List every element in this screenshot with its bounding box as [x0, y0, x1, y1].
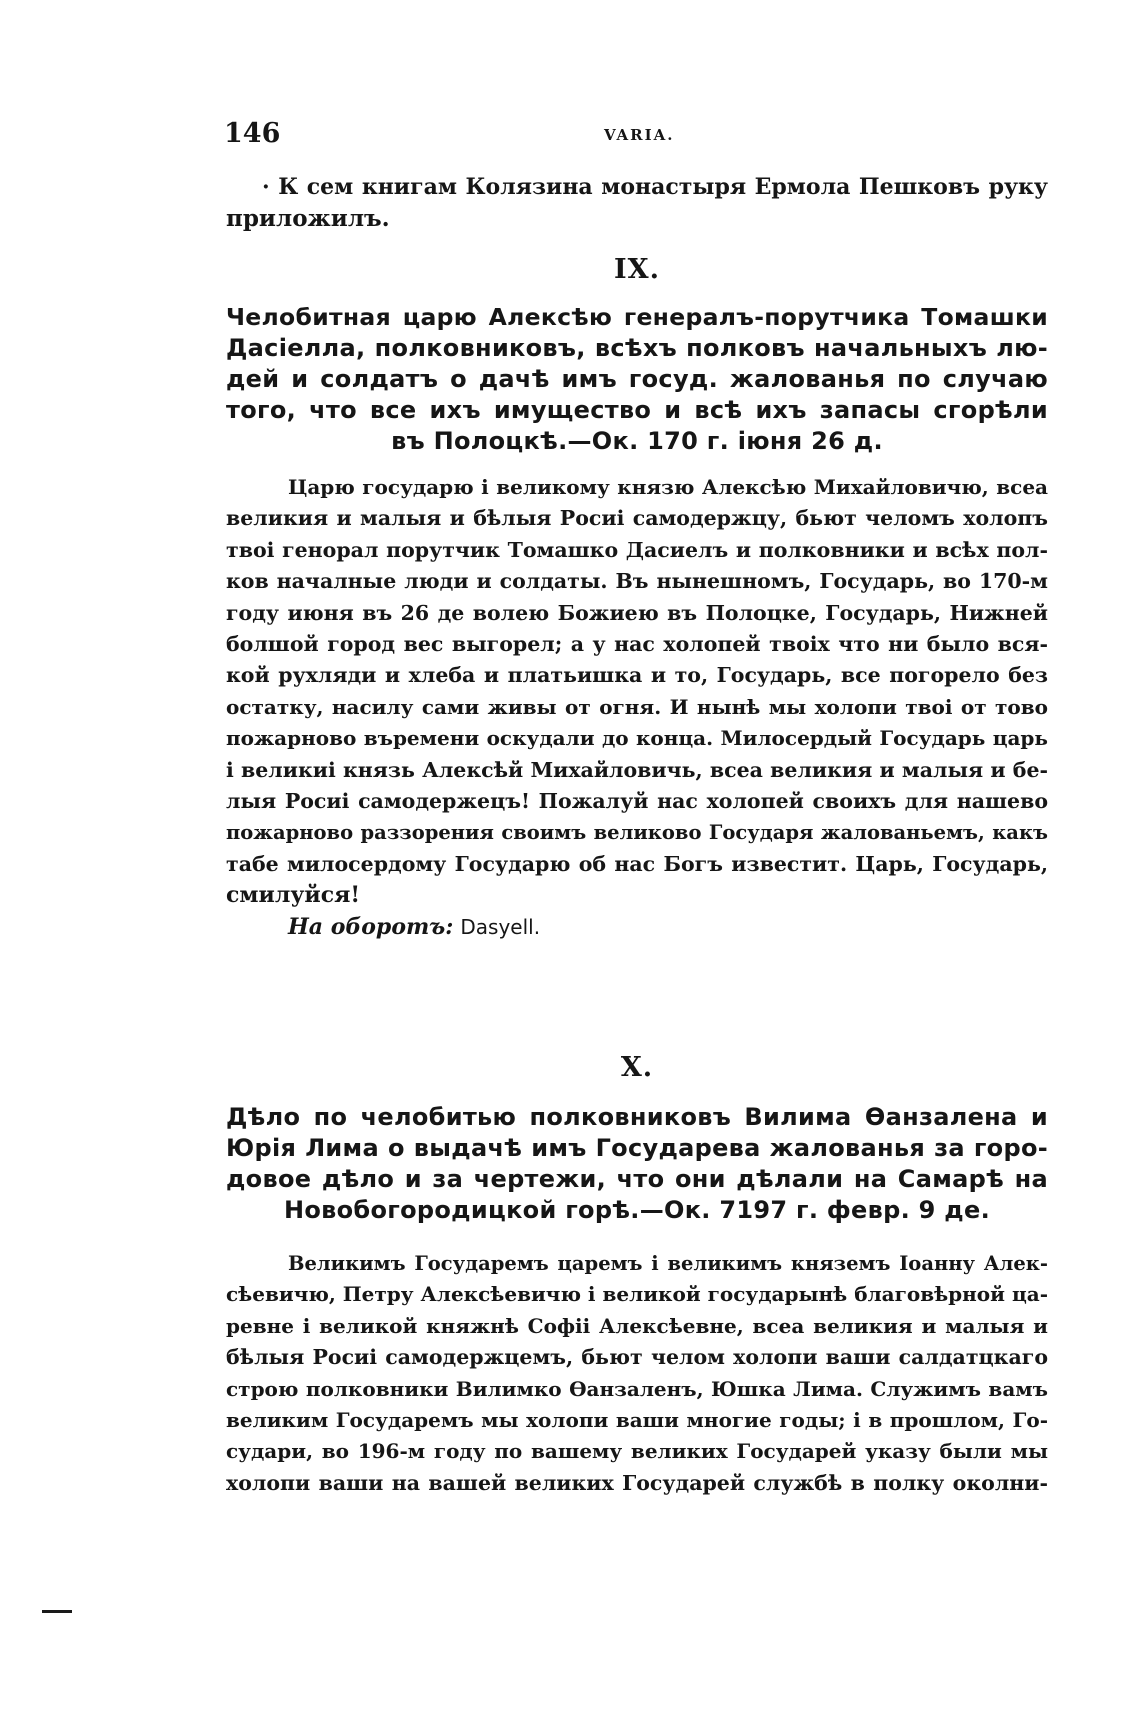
- body-line: бѣлыя Росиі самодержцемъ, бьют челом холопи ваши салдатцкаго: [226, 1345, 1048, 1370]
- heading-line: того, что все ихъ имущество и всѣ ихъ запасы сгорѣли: [226, 396, 1048, 424]
- body-line: строю полковники Вилимко Ѳанзаленъ, Юшка Лима. Служимъ вамъ: [226, 1376, 1048, 1401]
- heading-line: Новобогородицкой горѣ.—Ок. 7197 г. февр. 9 де.: [283, 1196, 990, 1224]
- body-line: судари, во 196-м году по вашему великих Государей указу были мы: [226, 1439, 1048, 1464]
- body-line: остатку, насилу сами живы от огня. И нынѣ мы холопи твоі от тово: [226, 694, 1048, 719]
- heading-line: Юрія Лима о выдачѣ имъ Государева жалованья за горо-: [226, 1134, 1048, 1162]
- running-title: VARIA.: [604, 126, 675, 144]
- heading-line: въ Полоцкѣ.—Ок. 170 г. іюня 26 д.: [391, 427, 883, 455]
- body-line: табе милосердому Государю об нас Богъ известит. Царь, Государь,: [226, 851, 1048, 876]
- intro-line: · К сем книгам Колязина монастыря Ермола Пешковъ руку: [262, 174, 1048, 200]
- endorsement-note: [226, 912, 1048, 943]
- heading-line: довое дѣло и за чертежи, что они дѣлали на Самарѣ на: [226, 1165, 1048, 1193]
- section-x-heading: [226, 1102, 1048, 1226]
- endorsement-value: Dasyell.: [460, 914, 541, 939]
- section-ix-body: [226, 472, 1048, 943]
- body-line: болшой город вес выгорел; а у нас холопей твоіх что ни было вся-: [226, 632, 1048, 657]
- body-line: году июня въ 26 де волею Божиею въ Полоцке, Государь, Нижней: [226, 600, 1048, 625]
- margin-mark: [42, 1610, 72, 1613]
- heading-line: Дѣло по челобитью полковниковъ Вилима Ѳанзалена и: [226, 1103, 1048, 1131]
- body-line: кой рухляди и хлеба и платьишка и то, Государь, все погорело без: [226, 663, 1048, 688]
- body-line: Царю государю і великому князю Алексѣю Михайловичю, всеа: [288, 475, 1048, 499]
- body-line: великим Государемъ мы холопи ваши многие годы; і в прошлом, Го-: [226, 1408, 1048, 1433]
- section-x-number: X.: [620, 1052, 654, 1083]
- running-head: [224, 118, 1048, 158]
- body-line: твоі генорал порутчик Томашко Дасиелъ и полковники и всѣх пол-: [226, 537, 1048, 562]
- body-line: холопи ваши на вашей великих Государей службѣ в полку околни-: [226, 1470, 1048, 1495]
- intro-line: приложилъ.: [226, 205, 390, 232]
- endorsement-label: На оборотъ:: [288, 913, 454, 940]
- body-line: Великимъ Государемъ царемъ і великимъ княземъ Іоанну Алек-: [288, 1252, 1048, 1275]
- body-line: смилуйся!: [226, 882, 361, 909]
- body-line: великия и малыя и бѣлыя Росиі самодержцу, бьют челомъ холопъ: [226, 506, 1048, 531]
- heading-line: Челобитная царю Алексѣю генералъ-порутчика Томашки: [226, 303, 1048, 331]
- intro-paragraph: [226, 172, 1048, 234]
- section-ix-number: IX.: [614, 254, 660, 285]
- body-line: пожарново раззорения своимъ великово Государя жалованьемъ, какъ: [226, 821, 1048, 845]
- body-line: лыя Росиі самодержецъ! Пожалуй нас холопей своихъ для нашево: [226, 789, 1048, 814]
- body-line: ков началные люди и солдаты. Въ нынешномъ, Государь, во 170-м: [226, 569, 1048, 594]
- body-line: і великиі князь Алексѣй Михайловичь, всеа великия и малыя и бе-: [226, 757, 1048, 782]
- page-number: 146: [224, 118, 281, 149]
- body-line: пожарново въремени оскудали до конца. Милосердый Государь царь: [226, 726, 1048, 751]
- body-line: сѣевичю, Петру Алексѣевичю і великой государынѣ благовѣрной ца-: [226, 1282, 1048, 1307]
- heading-line: Дасіелла, полковниковъ, всѣхъ полковъ начальныхъ лю-: [226, 334, 1048, 362]
- body-line: ревне і великой княжнѣ Софіі Алексѣевне, всеа великия и малыя и: [226, 1313, 1048, 1338]
- section-x-body: [226, 1248, 1048, 1499]
- section-ix-heading: [226, 302, 1048, 457]
- heading-line: дей и солдатъ о дачѣ имъ госуд. жалованья по случаю: [226, 365, 1048, 393]
